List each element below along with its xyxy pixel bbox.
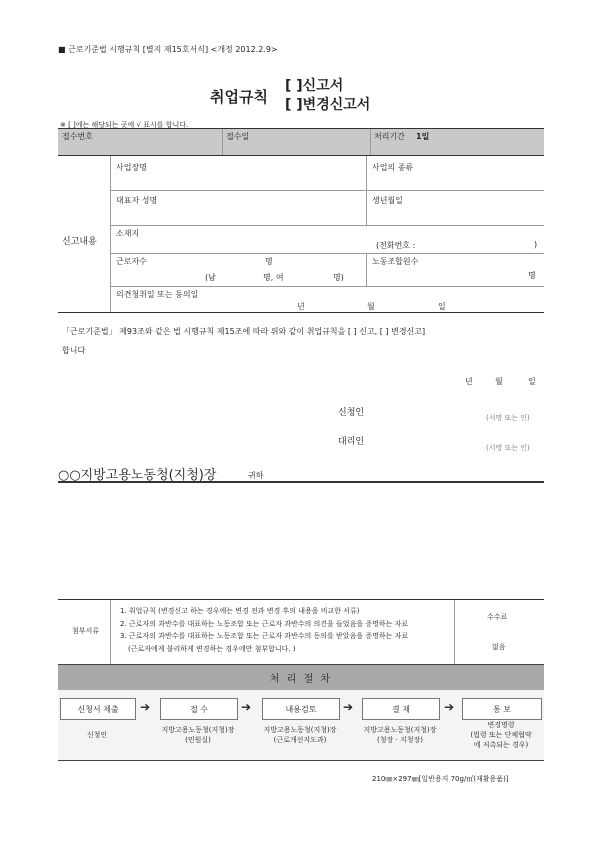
header-marker: ■ [58,45,66,54]
addressee-suffix: 귀하 [248,471,264,480]
phone-close: ) [534,240,538,249]
union-member-label: 노동조합원수 [372,257,419,266]
opinion-day: 일 [438,302,446,311]
applicant-label: 신청인 [338,408,365,418]
step-approve: 결 재 [362,698,440,720]
step-actor-line: 지방고용노동청(지청)장 [161,726,235,734]
step-actor-line: (청장 · 지청장) [377,736,423,744]
title-option-change-report[interactable]: [ ]변경신고서 [285,97,371,113]
processing-period-label: 처리기간 [374,132,405,141]
step-receive-actor [155,725,241,745]
step-approve-actor [357,725,443,745]
statement-line1: 「근로기준법」 제93조와 같은 법 시행규칙 제15조에 따라 위와 같이 취업규칙을 [ ] 신고, [ ] 변경신고] [62,327,426,336]
applicant-signature[interactable]: (서명 또는 인) [486,414,530,422]
paper-spec: 210㎜×297㎜[일반용지 70g/㎡(재활용품)] [372,775,509,783]
statement-year: 년 [465,377,473,386]
opinion-month: 월 [367,302,375,311]
opinion-date-label: 의견청취일 또는 동의일 [116,290,199,299]
business-name-label: 사업장명 [116,163,147,172]
arrow-right-icon: ➔ [444,700,455,714]
attachment-item: 1. 취업규칙 (변경신고 하는 경우에는 변경 전과 변경 후의 내용을 비교한 서류) [120,607,360,615]
checkbox-note: ※ [ ]에는 해당되는 곳에 √ 표시를 합니다. [60,121,189,129]
form-header [58,44,278,55]
step-review-actor [257,725,343,745]
statement-line2: 합니다 [62,346,86,355]
step-receive: 접 수 [160,698,238,720]
worker-count-unit: 명 [265,257,273,266]
business-type-label: 사업의 종류 [372,163,414,172]
form-title: 취업규칙 [210,88,268,106]
opinion-year: 년 [297,302,305,311]
male-count-open: (남 [205,273,216,282]
birth-date-label: 생년월일 [372,196,403,205]
worker-count-label: 근로자수 [116,257,147,266]
processing-period-value: 1일 [416,132,430,141]
attachment-item: 3. 근로자의 과반수를 대표하는 노동조합 또는 근로자 과반수의 동의를 받았음을 증명하는 자료 [120,632,409,640]
receipt-band [58,129,544,155]
title-option-report[interactable]: [ ]신고서 [285,78,344,94]
attachment-item: 2. 근로자의 과반수를 대표하는 노동조합 또는 근로자 과반수의 의견을 들었음을 증명하는 자료 [120,619,409,628]
arrow-right-icon: ➔ [343,700,354,714]
step-notify: 통 보 [462,698,542,720]
address-label: 소재지 [116,229,140,238]
union-member-unit: 명 [528,271,536,280]
phone-label: (전화번호 : [376,241,416,250]
procedure-title: 처 리 절 차 [269,674,333,685]
receipt-date-label: 접수일 [226,132,250,141]
statement-day: 일 [528,377,536,386]
agent-signature[interactable]: (서명 또는 인) [486,444,530,452]
step-actor-line: 신청인 [86,731,108,739]
step-actor-line: 지방고용노동청(지청)장 [263,726,337,734]
addressee-office: ○○지방고용노동청(지청)장 [58,468,217,483]
arrow-right-icon: ➔ [140,700,151,714]
statement-month: 월 [495,377,503,386]
attachment-item: (근로자에게 불리하게 변경하는 경우에만 첨부합니다. ) [128,644,296,653]
step-notify-actor [458,720,544,750]
receipt-number-label: 접수번호 [62,132,93,141]
attachments-label: 첨부서류 [72,627,100,635]
step-actor-line: 에 저촉되는 경우) [473,741,529,749]
step-actor-line: 지방고용노동청(지청)장 [363,726,437,734]
representative-name-label: 대표자 성명 [116,196,158,205]
agent-label: 대리인 [338,437,365,447]
step-actor-line: 변경명령 [487,721,515,729]
step-actor-line: (근로개선지도과) [273,736,327,744]
fee-label: 수수료 [487,613,508,621]
step-actor-line: (민원실) [185,736,211,744]
female-count-close: 명) [333,273,344,282]
step-submit-actor [60,730,134,740]
step-review: 내용검토 [262,698,340,720]
step-submit: 신청서 제출 [60,698,136,720]
arrow-right-icon: ➔ [241,700,252,714]
fee-value: 없음 [492,643,506,651]
step-actor-line: (법령 또는 단체협약 [470,731,532,739]
attachments-list [120,605,408,655]
male-female-separator: 명, 여 [263,273,284,282]
legal-reference: 근로기준법 시행규칙 [별지 제15호서식] <개정 2012.2.9> [68,45,278,54]
report-section-label: 신고내용 [62,237,97,247]
